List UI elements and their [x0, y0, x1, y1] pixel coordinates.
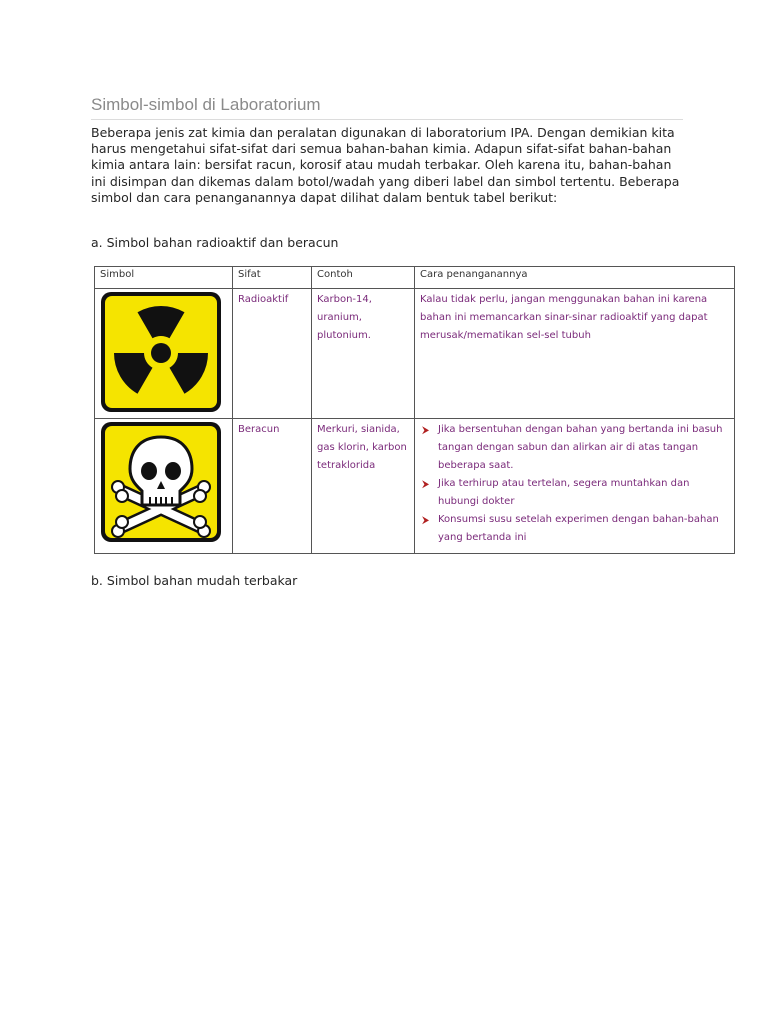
- header-simbol: Simbol: [95, 267, 233, 289]
- list-item: [420, 421, 729, 475]
- header-cara: Cara penanganannya: [415, 267, 735, 289]
- symbols-table-wrapper: [94, 266, 723, 556]
- contoh-cell: Merkuri, sianida, gas klorin, karbon tetraklorida: [312, 419, 415, 554]
- section-a-heading: a. Simbol bahan radioaktif dan beracun: [91, 235, 339, 250]
- list-item: [420, 475, 729, 511]
- table-row: [95, 419, 735, 554]
- step-text: Jika terhirup atau tertelan, segera muntahkan dan hubungi dokter: [438, 478, 690, 507]
- bullet-arrow-icon: ⮞: [422, 479, 430, 490]
- symbol-cell: [95, 419, 233, 554]
- step-text: Jika bersentuhan dengan bahan yang bertanda ini basuh tangan dengan sabun dan alirkan air di atas tangan beberapa saat.: [438, 424, 723, 471]
- header-sifat: Sifat: [233, 267, 312, 289]
- title-divider: [91, 119, 683, 120]
- table-row: [95, 289, 735, 419]
- cara-cell: [415, 419, 735, 554]
- table-header-row: [95, 267, 735, 289]
- section-b-heading: b. Simbol bahan mudah terbakar: [91, 573, 298, 588]
- radiation-icon: [100, 291, 222, 413]
- bullet-arrow-icon: ⮞: [422, 515, 430, 526]
- symbols-table: [94, 266, 735, 554]
- contoh-cell: Karbon-14, uranium, plutonium.: [312, 289, 415, 419]
- step-text: Konsumsi susu setelah experimen dengan bahan-bahan yang bertanda ini: [438, 514, 719, 543]
- skull-crossbones-icon: [100, 421, 222, 543]
- page-title: Simbol-simbol di Laboratorium: [91, 95, 321, 114]
- sifat-cell: Beracun: [233, 419, 312, 554]
- handling-steps-list: [420, 421, 729, 547]
- sifat-cell: Radioaktif: [233, 289, 312, 419]
- bullet-arrow-icon: ⮞: [422, 425, 430, 436]
- intro-paragraph: Beberapa jenis zat kimia dan peralatan digunakan di laboratorium IPA. Dengan demikian kita harus mengetahui sifat-sifat dari semua bahan-bahan kimia. Adapun sifat-sifat bahan-bahan kimia antara lain: bersifat racun, korosif atau mudah terbakar. Oleh karena itu, bahan-bahan ini disimpan dan dikemas dalam botol/wadah yang diberi label dan simbol tertentu. Beberapa simbol dan cara penanganannya dapat dilihat dalam bentuk tabel berikut:: [91, 125, 680, 205]
- list-item: [420, 511, 729, 547]
- cara-cell: Kalau tidak perlu, jangan menggunakan bahan ini karena bahan ini memancarkan sinar-sinar radioaktif yang dapat merusak/mematikan sel-sel tubuh: [415, 289, 735, 419]
- symbol-cell: [95, 289, 233, 419]
- header-contoh: Contoh: [312, 267, 415, 289]
